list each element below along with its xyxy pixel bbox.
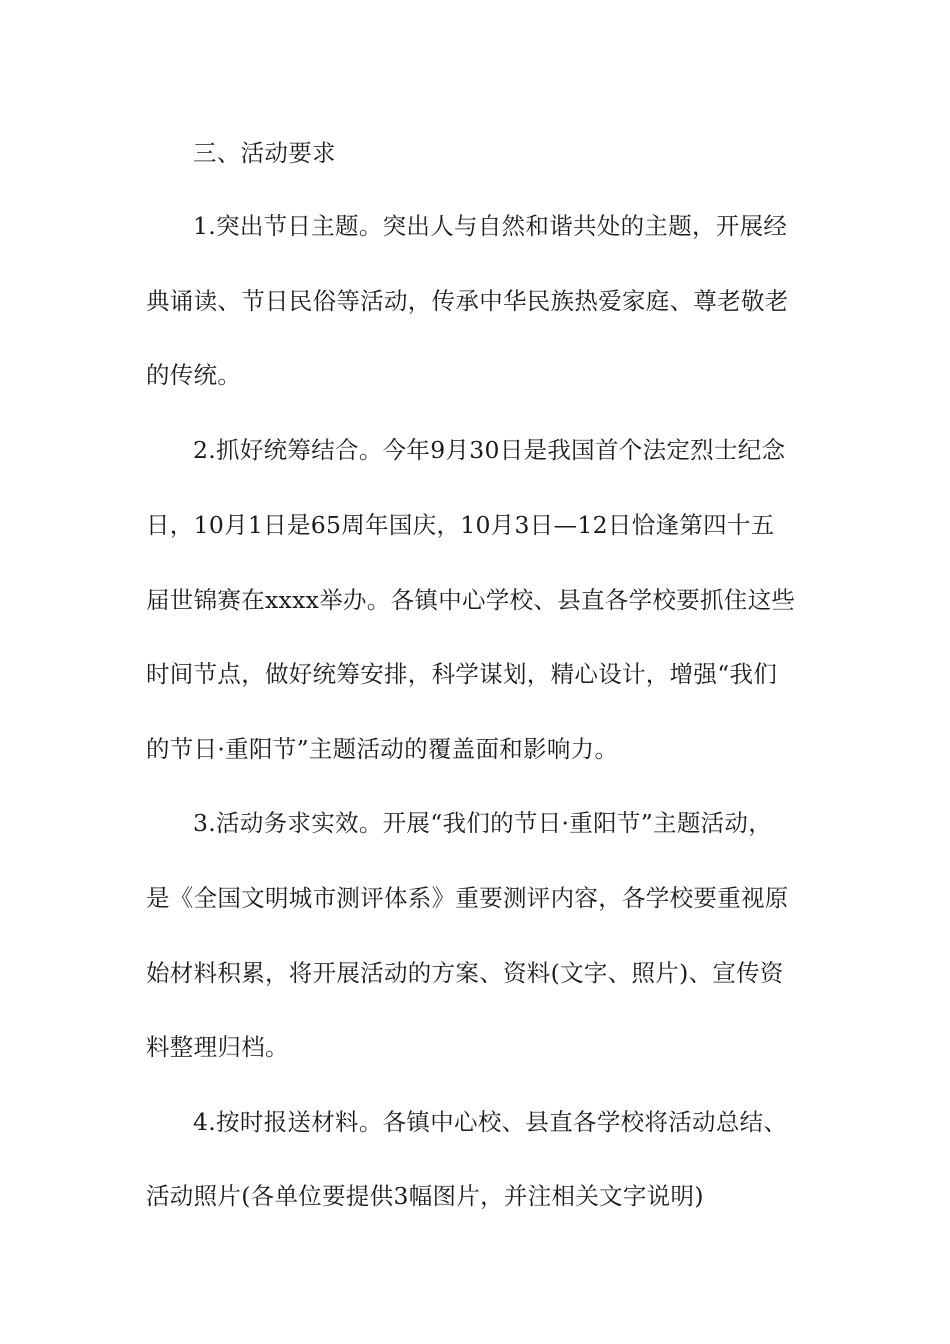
paragraph-2-line-2: 日，10月1日是65周年国庆，10月3日—12日恰逢第四十五 <box>146 511 775 539</box>
section-heading: 三、活动要求 <box>193 139 336 167</box>
paragraph-1-line-3: 的传统。 <box>146 361 242 389</box>
paragraph-2-line-3: 届世锦赛在xxxx举办。各镇中心学校、县直各学校要抓住这些 <box>146 586 796 614</box>
paragraph-2-line-5: 的节日·重阳节”主题活动的覆盖面和影响力。 <box>146 735 619 763</box>
paragraph-1-line-2: 典诵读、节日民俗等活动，传承中华民族热爱家庭、尊老敬老 <box>146 287 789 315</box>
paragraph-3-line-2: 是《全国文明城市测评体系》重要测评内容，各学校要重视原 <box>146 884 789 912</box>
paragraph-3-line-1: 3.活动务求实效。开展“我们的节日·重阳节”主题活动， <box>193 809 773 837</box>
paragraph-2-line-4: 时间节点，做好统筹安排，科学谋划，精心设计，增强“我们 <box>146 660 778 688</box>
paragraph-2-line-1: 2.抓好统筹结合。今年9月30日是我国首个法定烈士纪念 <box>193 436 786 464</box>
paragraph-4-line-2: 活动照片(各单位要提供3幅图片，并注相关文字说明) <box>146 1182 704 1210</box>
paragraph-3-line-3: 始材料积累，将开展活动的方案、资料(文字、照片)、宣传资 <box>146 959 784 987</box>
paragraph-4-line-1: 4.按时报送材料。各镇中心校、县直各学校将活动总结、 <box>193 1108 788 1136</box>
paragraph-3-line-4: 料整理归档。 <box>146 1033 289 1061</box>
paragraph-1-line-1: 1.突出节日主题。突出人与自然和谐共处的主题，开展经 <box>193 212 788 240</box>
